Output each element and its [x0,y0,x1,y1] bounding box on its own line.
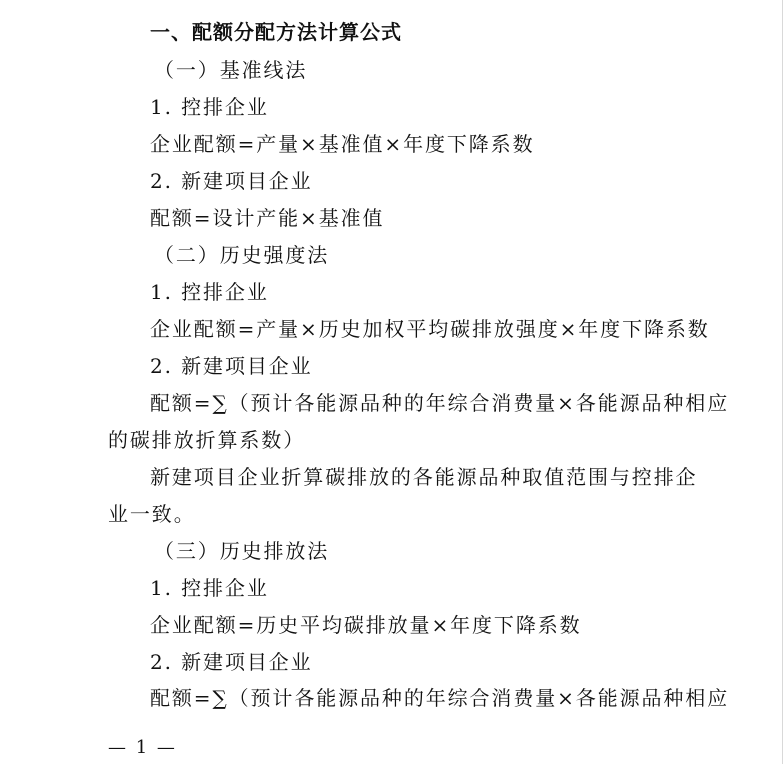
paragraph-line: 新建项目企业折算碳排放的各能源品种取值范围与控排企 [150,465,698,489]
formula-line: 企业配额=产量×历史加权平均碳排放强度×年度下降系数 [150,317,710,341]
section-title: 一、配额分配方法计算公式 [150,20,402,44]
item-heading-new-project: 2. 新建项目企业 [150,650,313,674]
paragraph-line-continuation: 业一致。 [108,502,196,526]
formula-line-continuation: 的碳排放折算系数） [108,428,306,452]
item-heading-controlled-enterprise: 1. 控排企业 [150,95,269,119]
formula-line: 企业配额=产量×基准值×年度下降系数 [150,132,535,156]
formula-line: 配额=∑（预计各能源品种的年综合消费量×各能源品种相应 [150,686,730,710]
formula-line: 配额=设计产能×基准值 [150,206,385,230]
formula-line: 配额=∑（预计各能源品种的年综合消费量×各能源品种相应 [150,391,730,415]
item-heading-controlled-enterprise: 1. 控排企业 [150,280,269,304]
subsection-heading-historical-emission: （三）历史排放法 [154,539,330,563]
subsection-heading-baseline-method: （一）基准线法 [154,58,308,82]
page-number: — 1 — [108,737,177,758]
item-heading-controlled-enterprise: 1. 控排企业 [150,576,269,600]
item-heading-new-project: 2. 新建项目企业 [150,354,313,378]
item-heading-new-project: 2. 新建项目企业 [150,169,313,193]
formula-line: 企业配额=历史平均碳排放量×年度下降系数 [150,613,582,637]
subsection-heading-historical-intensity: （二）历史强度法 [154,243,330,267]
